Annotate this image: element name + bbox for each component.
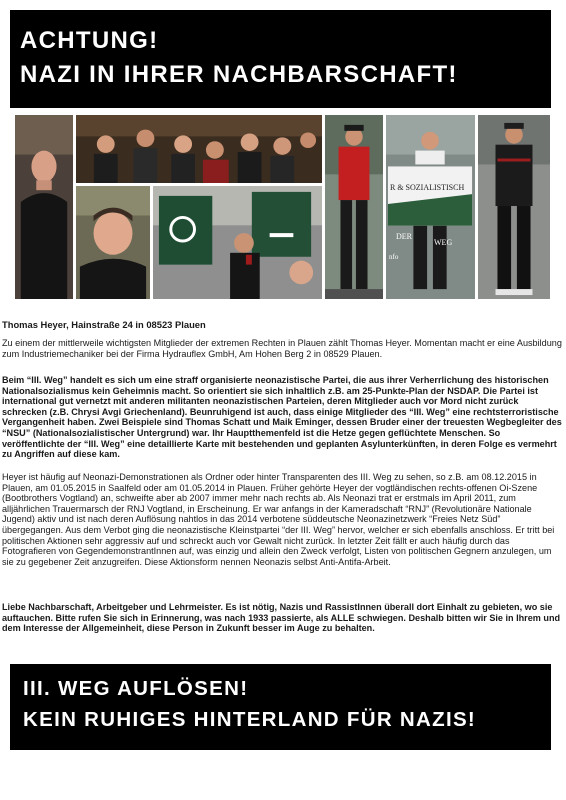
intro-paragraph <box>2 338 564 359</box>
photo-dark-jacket <box>477 114 551 300</box>
address-line: Thomas Heyer, Hainstraße 24 in 08523 Plauen <box>2 319 206 330</box>
activity-paragraph <box>2 472 564 567</box>
photo-portrait-left <box>14 114 74 300</box>
activity-text: Heyer ist häufig auf Neonazi-Demonstrationen als Ordner oder hinter Transparenten des III. Weg zu sehen, so z.B. am 08.12.2015 in Plauen, am 01.05.2015 in Saalfeld oder am 01.05.2014 in Plauen. Früher gehörte Heyer der vogtländischen rechts-offenen Oi-Szene (Bootbrothers Vogtland) an, schweifte aber ab 2007 immer mehr nach rechts ab. Als Neonazi trat er erstmals im April 2011, zum alljährlichen Trauermarsch der RNJ Vogtland, in Erscheinung. Er war anfangs in der Kameradschaft “RNJ” (Revolutionäre Nationale Jugend) aktiv und ist nach deren Auflösung nahtlos in das 2014 verbotene süddeutsche Neonazinetzwerk “Freies Netz Süd” übergegangen. Aus dem Verbot ging die neonazistische Kleinstpartei “der III. Weg” hervor, welcher er sich ebenfalls anschloss. Er tritt bei politischen Aktionen sehr aggressiv auf und schreckt auch vor Gewalt nicht zurück. In letzter Zeit fällt er auch häufig durch das Fotografieren von GegendemonstrantInnen auf, was einzig und allein den Zweck verfolgt, Listen von politischen Gegnern anzulegen, um sie zu gegebener Zeit anzugreifen. Diese Aktionsform nennen Neonazis selbst Anti-Antifa-Arbeit. <box>2 472 555 567</box>
photo-group-bar <box>75 114 323 184</box>
header-line-2: NAZI IN IHRER NACHBARSCHAFT! <box>20 61 458 88</box>
photo-red-shirt <box>324 114 384 300</box>
photo-banner-holder <box>385 114 476 300</box>
footer-line-2: KEIN RUHIGES HINTERLAND FÜR NAZIS! <box>23 708 477 731</box>
photo-flag-text-weg: WEG <box>434 238 453 247</box>
header-line-1: ACHTUNG! <box>20 27 159 54</box>
footer-banner <box>10 664 551 750</box>
photo-banner-text: R & SOZIALISTISCH <box>390 183 465 192</box>
appeal-paragraph <box>2 602 564 634</box>
photo-collage <box>14 114 551 304</box>
party-text: Beim “III. Weg” handelt es sich um eine straff organisierte neonazistische Partei, die aus ihrer Verherrlichung des historischen Nationalsozialismus kein Geheimnis macht. So orientiert sie sich inhaltlich z.B. am 25-Punkte-Plan der NSDAP. Die Partei ist international gut vernetzt mit anderen militanten neonazistischen Parteien, deren Mitglieder auch vor Mord nicht zurück schrecken (z.B. Chrysi Avgi Griechenland). Beunruhigend ist auch, dass einige Mitglieder des “III. Weg” eine rechtsterroristische Vergangenheit haben. Zwei Beispiele sind Thomas Schatt und Maik Eminger, dessen Bruder einer der treuesten Wegbegleiter des “NSU” (Nationalsozialistischer Untergrund) war. Ihr Hauptthemenfeld ist die Hetze gegen geflüchtete Menschen. So veröffentlichte der “III. Weg” eine detaillierte Karte mit bestehenden und geplanten Asylunterkünften, in deren Folge es vermehrt zu Angriffen auf diese kam. <box>2 375 562 460</box>
photo-portrait-smile <box>75 185 151 300</box>
header-banner <box>10 10 551 108</box>
footer-line-1: III. WEG AUFLÖSEN! <box>23 677 249 700</box>
photo-flag-text-der: DER <box>396 232 412 241</box>
party-paragraph <box>2 375 564 460</box>
photo-flag-march <box>152 185 323 300</box>
intro-text: Zu einem der mittlerweile wichtigsten Mitglieder der extremen Rechten in Plauen zählt Thomas Heyer. Momentan macht er eine Ausbildung zum Industriemechaniker bei der Firma Hydrauflex GmbH, Am Hohen Berg 2 in 08529 Plauen. <box>2 338 562 359</box>
appeal-text: Liebe Nachbarschaft, Arbeitgeber und Lehrmeister. Es ist nötig, Nazis und RassistInnen überall dort Einhalt zu gebieten, wo sie auftauchen. Bitte rufen Sie sich in Erinnerung, was nach 1933 passierte, als ALLE schwiegen. Deshalb bitten wir Sie in Ihrem und dem Interesse der Allgemeinheit, diese Person in Zukunft besser im Auge zu behalten. <box>2 602 561 634</box>
photo-flag-text-nfo: nfo <box>389 253 399 261</box>
